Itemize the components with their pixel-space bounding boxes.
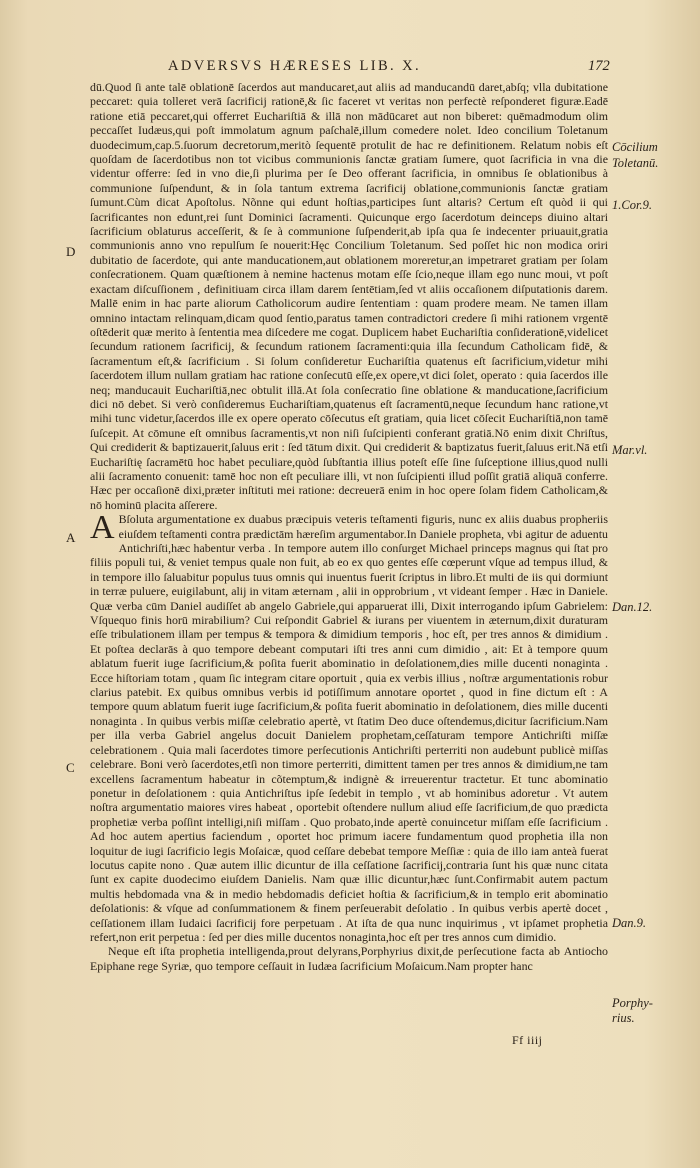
running-title: ADVERSVS HÆRESES LIB. X. (168, 58, 421, 74)
margin-letter-c: C (66, 760, 75, 775)
marginal-note-toletanum: Toletanū. (612, 156, 659, 170)
folio-number: 172 (588, 58, 610, 74)
marginal-note-mar: Mar.vl. (612, 443, 648, 457)
margin-letter-d: D (66, 244, 76, 259)
paragraph-1: dū.Quod ſi ante talē oblationē ſacerdos aut manducaret,aut aliis ad manducandū daret,abſq; vlla dubitatione peccaret: quia tolleret verā ſacrificij rationē,& ſic faceret vt veritas non perfectè reſponderet figuræ.Eadē ratione etiā peccaret,qui offerret Euchariſtiā & illā non mādūcaret aut non biberet: quēmadmodum olim peccaſſet Iudæus,qui poſt immolatum agnum paſchalē,illum comedere nolet. Ideo concilium Toletanum duodecimum,cap.5.ſuorum decretorum,meritò ſequentē protulit de hac re definitionem. Relatum nobis eſt quoſdam de ſacerdotibus non tot vicibus communionis ſanctæ gratiam ſumere, quot ſacrificia in vna die videntur offerre: ſed in vno die,ſi plurima per ſe Deo offerant ſacrificia, in omnibus ſe oblationibus à communione ſuſpendunt, & in ſola tantum extrema ſacrificij oblatione,communionis ſanctæ gratiam ſumunt.Cùm dicat Apoſtolus. Nõnne qui edunt hoſtias,participes ſunt altaris? Certum eſt quòd ii qui ſacrificantes non edunt,rei ſunt Dominici ſacramenti. Quicunque ergo ſacerdotum deinceps diuino altari ſacrificium oblaturus acceſſerit, & ſe à communione ſuſpenderit,ab ipſa qua ſe indecenter priuauit,gratia communionis anno vno repulſum ſe nouerit:Hęc Concilium Toletanum. Sed poſſet hic non modica oriri dubitatio de ſacerdote, qui ante manducationem,aut oblationem moreretur,an impetraret gratiam per ſolam conſecrationem. Quam quæſtionem à nemine hactenus motam eſſe ſcio,neque illam ego nunc moui, vt poſt exactam diſcuſſionem , definitiuam circa illam darem ſentētiam,ſed vt aliis occaſionem diſputationis darem. Mallē enim in hac parte aliorum Catholicorum audire ſententiam : quam prodere meam. Ne tamen illam omnino intactam relinquam,dicam quod ſentio,paratus tamen contradictori credere ſi mihi rationem vrgentē oſtēderit quæ merito à ſententia mea diſcedere me cogat. Duplicem habet Euchariſtia conſiderationē,videlicet ſecundum rationem ſacrificij, & ſecundum rationem ſacramenti:quia illa ſecundum Catholicam fidē, & ſacramentum eſt,& ſacrificium . Si ſolum conſideretur Euchariſtia quatenus eſt ſacrificium,videtur mihi ſacerdotem illum nullam gratiam hac ratione conſecutū eſſe,ex opere,vt dici ſolet, operato : quia ſacerdos ille neq; manducauit Euchariſtiā,nec obtulit illā.At ſola conſecratio ſine oblatione & manducatione,ſacrificium dici nō debet. Si verò conſideremus Euchariſtiam,quatenus eſt ſacramentū,neque ſecundum hanc ratione,vt mihi tunc videtur,ſacerdos ille ex opere operato cōſecutus eſt gratiam, quia licet cōſecit Euchariſtiā,non tamē ſuſcepit. At cōmune eſt omnibus ſacramentis,vt non niſi ſuſcipienti conferant gratiā.Nō enim dixit Chriſtus, Qui crediderit & baptizauerit,ſaluus erit : ſed tātum dixit. Qui crediderit & baptizatus fuerit,ſaluus erit.Nā etſi Euchariſtię ſacramētū hoc habet peculiare,quòd ſubſtantia illius poteſt eſſe ſine ſuſceptione illius,quod nulli alii ſacramento conuenit: tamē hoc non eſt peculiare illi, vt non ſuſcipienti illud poſſit gratiā aliquā conferre. Hæc per occaſionē dixi,præter inſtituti mei ratione: decreuerā enim in hoc opere ſolam fidem Catholicam,& nō hominū placita aſſerere. (90, 80, 608, 512)
marginal-note-dan12: Dan.12. (612, 600, 653, 614)
drop-cap: A (90, 509, 115, 547)
marginal-note-concilium: Cōcilium (612, 140, 658, 154)
paragraph-2 (90, 509, 608, 944)
marginal-note-porphyrius-2: rius. (612, 1011, 635, 1025)
marginal-note-dan9: Dan.9. (612, 916, 647, 930)
signature-mark: Ff iiij (512, 1033, 543, 1047)
marginal-note-cor: 1.Cor.9. (612, 198, 652, 212)
margin-letter-a: A (66, 530, 76, 545)
marginal-note-porphyrius-1: Porphy- (612, 996, 653, 1010)
main-text-block (90, 80, 608, 973)
paragraph-2-text: Bſoluta argumentatione ex duabus præcipuis veteris teſtamenti figuris, nunc ex aliis duabus propheriis eiuſdem teſtamenti contra prædictām hæreſim argumentabor.In Daniele propheta, vbi agitur de aduentu Antichriſti,hæc habentur verba . In tempore autem illo conſurget Michael princeps magnus qui ſtat pro filiis populi tui, & veniet tempus quale non fuit, ab eo ex quo gentes eſſe cœperunt vſque ad tempus illud, & in tempore illo ſaluabitur populus tuus omnis qui inuentus fuerit ſcriptus in libro.Et multi de iis qui dormiunt in terræ puluere, euigilabunt, alij in vitam æternam , alii in opprobrium , vt videant ſemper . Hæc in Daniele. Quæ verba cūm Daniel audiſſet ab angelo Gabriele,qui apparuerat illi, Dixit interrogando ipſum Gabrielem: Vſquequo finis horū mirabilium? Cui reſpondit Gabriel & iurans per viuentem in æternum,dixit duraturam eſſe tribulationem illam per tempus & tempora & dimidium temporis , hoc eſt, per tres annos & dimidium . Et poſtea declarās à quo tempore debeant computari iſti tres anni cum dimidio , ait: Et à tempore quum ablatum fuerit iuge ſacrificium,& poſita fuerit abominatio in deſolationem,dies mille ducenti nonaginta . Ecce hiſtoriam totam , quam ſic integram citare oportuit , quia ex verbis illius , noſtræ argumentationis robur clarius patebit. Ex quibus omnibus verbis id potiſſimum annotare oportet , quod in fine dictum eſt : A tempore quum ablatum fuerit iuge ſacrificium,& poſita fuerit abominatio in deſolationem, dies mille ducenti nonaginta . In quibus verbis miſſæ celebratio apertè, vt ſtatim Deo duce oſtendemus,dicitur ſacrificium.Nam per illa verba Gabriel angelus docuit Danielem prophetam,ceſſaturam tempore Antichriſti miſſæ celebrationem . Quia mali ſacerdotes timore perſecutionis Antichriſti perterriti non audebunt publicè miſſas celebrare. Boni verò ſacerdotes,etſi non timore perterriti, dimittent tamen per tres annos & dimidium,ne tam excellens ſacramentum habeatur in cõtemptum,& indignè & irreuerentur tractetur. Et tunc abominatio ponetur in deſolationem : quia Antichriſtus ipſe ſedebit in templo , vt ab hominibus adoretur . Vt autem noſtra argumentatio maiores vires habeat , oportebit oſtendere nullum aliud eſſe ſacrificium,de quo prædicta prophetiæ verba poſſint intelligi,niſi miſſam . Quo probato,inde apertè conuincetur miſſam eſſe ſacrificium . Ad hoc autem apertius faciendum , oportet hoc primum iacere fundamentum quod prophetia illa non loquitur de iugi ſacrificio legis Moſaicæ, quod ceſſare debebat tempore Meſſiæ : quia de illo iam anteà fuerat locutus capite nono . Quæ autem illic dicuntur de illa ceſſatione ſacrificij,contraria ſunt his quæ nunc citata ſunt ex capite duodecimo eiuſdem Danielis. Nam quæ illic dicuntur,hæc ſunt.Confirmabit autem pactum multis hebdomada vna & in medio hebdomadis deficiet hoſtia & ſacrificium,& in templo erit abominatio deſolationis: & vſque ad conſummationem & finem perſeuerabit deſolatio . In quibus verbis apertè docet , ceſſationem illam Iudaici ſacrificij fore perpetuam . At iſta de qua nunc inquirimus , vt ipſamet prophetia refert,non erit perpetua : ſed per dies mille ducentos nonaginta,hoc eſt per tres annos cum dimidio. (90, 512, 608, 944)
paragraph-3: Neque eſt iſta prophetia intelligenda,prout delyrans,Porphyrius dixit,de perſecutione facta ab Antiocho Epiphane rege Syriæ, quo tempore ceſſauit in Iudæa ſacrificium Moſaicum.Nam propter hanc (90, 944, 608, 973)
